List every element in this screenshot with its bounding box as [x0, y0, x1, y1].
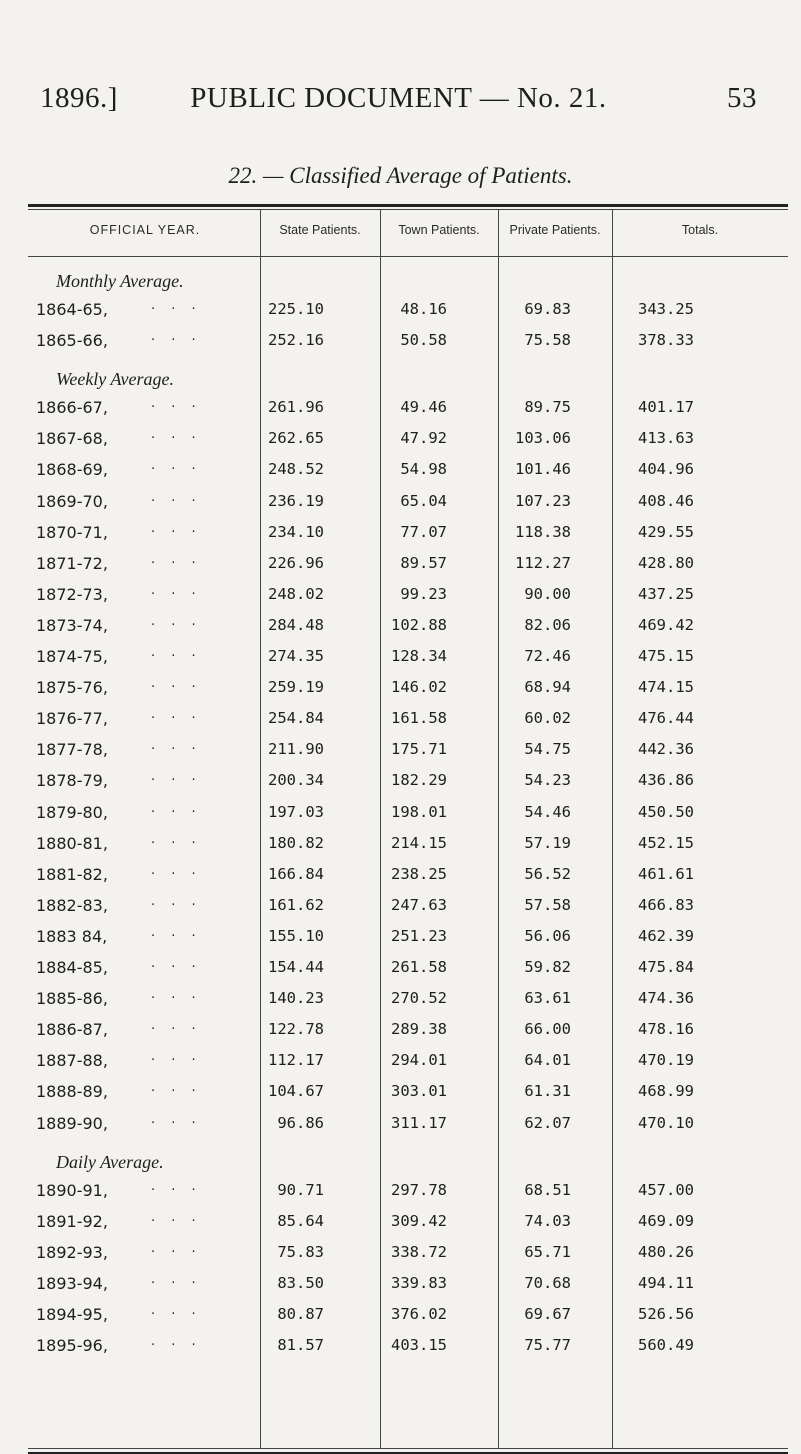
totals-cell: 401.17 [638, 398, 694, 417]
town-patients-cell: 339.83 [391, 1273, 447, 1292]
year-cell: 1887-88, [36, 1051, 108, 1071]
totals-cell: 436.86 [638, 771, 694, 790]
town-patients-cell: 376.02 [391, 1305, 447, 1323]
year-cell: 1894-95, [36, 1305, 108, 1324]
state-patients-cell: 90.71 [277, 1180, 324, 1199]
totals-cell: 408.46 [638, 491, 694, 510]
private-patients-cell: 59.82 [524, 958, 571, 976]
state-patients-cell: 96.86 [277, 1113, 324, 1132]
year-cell: 1882-83, [36, 895, 108, 915]
leader-dots: . . . [151, 924, 202, 940]
table-row [36, 1051, 776, 1081]
leader-dots: . . . [151, 1240, 202, 1256]
leader-dots: . . . [151, 645, 202, 660]
state-patients-cell: 112.17 [268, 1051, 324, 1070]
table-row [36, 1240, 776, 1273]
table-title: 22. — Classified Average of Patients. [228, 163, 573, 188]
table-row [36, 551, 776, 584]
table-row [36, 1209, 776, 1242]
table-row [36, 647, 776, 677]
col-header-state: State Patients. [279, 223, 361, 237]
town-patients-cell: 182.29 [391, 771, 447, 790]
state-patients-cell: 154.44 [268, 958, 324, 976]
totals-cell: 475.84 [638, 958, 694, 976]
state-patients-cell: 236.19 [268, 491, 324, 510]
state-patients-cell: 248.52 [268, 460, 324, 479]
col-header-totals: Totals. [681, 223, 719, 237]
header-year: 1896.] [40, 82, 118, 114]
totals-cell: 457.00 [638, 1180, 694, 1199]
state-patients-cell: 166.84 [268, 864, 324, 883]
table-top-rule-inner [28, 209, 788, 210]
totals-cell: 442.36 [638, 740, 694, 759]
leader-dots: . . . [151, 831, 202, 847]
totals-cell: 462.39 [638, 926, 694, 945]
state-patients-cell: 211.90 [268, 740, 324, 759]
year-cell: 1893-94, [36, 1273, 108, 1293]
year-cell: 1871-72, [36, 553, 108, 573]
leader-dots: . . . [151, 520, 202, 536]
col-header-official-year: OFFICIAL YEAR. [89, 223, 201, 237]
leader-dots: . . . [151, 676, 202, 692]
leader-dots: . . . [151, 1111, 202, 1127]
leader-dots: . . . [151, 893, 202, 909]
header-title: PUBLIC DOCUMENT — No. 21. [190, 82, 607, 114]
private-patients-cell: 90.00 [524, 584, 571, 603]
totals-cell: 475.15 [638, 647, 694, 665]
totals-cell: 466.83 [638, 895, 694, 914]
state-patients-cell: 254.84 [268, 709, 324, 728]
totals-cell: 469.42 [638, 615, 694, 634]
col-header-private: Private Patients. [509, 223, 601, 237]
leader-dots: . . . [151, 551, 202, 567]
totals-cell: 494.11 [638, 1273, 694, 1292]
state-patients-cell: 274.35 [268, 647, 324, 665]
private-patients-cell: 89.75 [524, 398, 571, 417]
table-row [36, 429, 776, 459]
private-patients-cell: 112.27 [515, 553, 571, 572]
totals-cell: 470.19 [638, 1051, 694, 1070]
totals-cell: 378.33 [638, 331, 694, 350]
private-patients-cell: 66.00 [524, 1020, 571, 1039]
year-cell: 1890-91, [36, 1180, 108, 1200]
totals-cell: 478.16 [638, 1020, 694, 1039]
private-patients-cell: 57.19 [524, 833, 571, 852]
totals-cell: 450.50 [638, 802, 694, 821]
state-patients-cell: 261.96 [268, 398, 324, 417]
leader-dots: . . . [151, 738, 202, 754]
town-patients-cell: 270.52 [391, 989, 447, 1008]
table-row [36, 989, 776, 1019]
town-patients-cell: 50.58 [400, 331, 447, 350]
col-header-town: Town Patients. [398, 223, 480, 237]
town-patients-cell: 47.92 [400, 429, 447, 448]
private-patients-cell: 118.38 [515, 522, 571, 541]
leader-dots: . . . [151, 613, 202, 629]
table-row [36, 1178, 776, 1211]
totals-cell: 474.36 [638, 989, 694, 1008]
leader-dots: . . . [151, 396, 202, 412]
table-row [36, 893, 776, 926]
year-cell: 1895-96, [36, 1336, 108, 1356]
table-row [36, 1082, 776, 1112]
state-patients-cell: 81.57 [277, 1336, 324, 1355]
year-cell: 1891-92, [36, 1211, 108, 1231]
table-row [36, 613, 776, 646]
private-patients-cell: 60.02 [524, 709, 571, 728]
private-patients-cell: 54.75 [524, 740, 571, 759]
state-patients-cell: 262.65 [268, 429, 324, 448]
town-patients-cell: 251.23 [391, 926, 447, 945]
state-patients-cell: 284.48 [268, 615, 324, 634]
private-patients-cell: 74.03 [524, 1211, 571, 1230]
table-row [36, 489, 776, 522]
state-patients-cell: 200.34 [268, 771, 324, 790]
totals-cell: 413.63 [638, 429, 694, 448]
leader-dots: . . . [151, 800, 202, 816]
private-patients-cell: 69.67 [524, 1305, 571, 1323]
year-cell: 1866-67, [36, 398, 108, 418]
state-patients-cell: 226.96 [268, 553, 324, 572]
table-row [36, 398, 776, 428]
table-row [36, 582, 776, 615]
table-row [36, 800, 776, 833]
private-patients-cell: 68.94 [524, 678, 571, 697]
section-label: Weekly Average. [56, 369, 174, 390]
table-row [36, 740, 776, 770]
leader-dots: . . . [151, 1334, 202, 1350]
town-patients-cell: 175.71 [391, 740, 447, 759]
leader-dots: . . . [151, 298, 202, 313]
year-cell: 1867-68, [36, 429, 108, 449]
leader-dots: . . . [151, 707, 202, 723]
state-patients-cell: 225.10 [268, 300, 324, 318]
totals-cell: 476.44 [638, 709, 694, 728]
year-cell: 1880-81, [36, 833, 108, 853]
year-cell: 1876-77, [36, 709, 108, 729]
state-patients-cell: 155.10 [268, 926, 324, 945]
leader-dots: . . . [151, 329, 202, 345]
year-cell: 1877-78, [36, 740, 108, 760]
town-patients-cell: 89.57 [400, 553, 447, 572]
table-row [36, 1305, 776, 1335]
year-cell: 1879-80, [36, 802, 108, 822]
town-patients-cell: 49.46 [400, 398, 447, 417]
year-cell: 1873-74, [36, 615, 108, 635]
state-patients-cell: 259.19 [268, 678, 324, 697]
leader-dots: . . . [151, 427, 202, 443]
leader-dots: . . . [151, 1271, 202, 1287]
year-cell: 1888-89, [36, 1082, 108, 1102]
state-patients-cell: 122.78 [268, 1020, 324, 1039]
table-row [36, 678, 776, 708]
town-patients-cell: 289.38 [391, 1020, 447, 1039]
totals-cell: 468.99 [638, 1082, 694, 1101]
town-patients-cell: 403.15 [391, 1336, 447, 1355]
year-cell: 1889-90, [36, 1113, 108, 1133]
private-patients-cell: 65.71 [524, 1242, 571, 1261]
state-patients-cell: 104.67 [268, 1082, 324, 1101]
private-patients-cell: 57.58 [524, 895, 571, 914]
year-cell: 1868-69, [36, 460, 108, 480]
leader-dots: . . . [151, 1080, 202, 1096]
leader-dots: . . . [151, 862, 202, 878]
year-cell: 1878-79, [36, 771, 108, 791]
table-row [36, 520, 776, 553]
leader-dots: . . . [151, 489, 202, 505]
table-row [36, 1111, 776, 1144]
private-patients-cell: 63.61 [524, 989, 571, 1008]
table-row [36, 331, 776, 361]
private-patients-cell: 69.83 [524, 300, 571, 318]
town-patients-cell: 161.58 [391, 709, 447, 728]
table-row [36, 709, 776, 739]
state-patients-cell: 161.62 [268, 895, 324, 914]
totals-cell: 560.49 [638, 1336, 694, 1355]
section-label: Daily Average. [56, 1151, 164, 1172]
town-patients-cell: 65.04 [400, 491, 447, 510]
leader-dots: . . . [151, 987, 202, 1003]
year-cell: 1872-73, [36, 584, 108, 604]
private-patients-cell: 72.46 [524, 647, 571, 665]
totals-cell: 480.26 [638, 1242, 694, 1261]
private-patients-cell: 62.07 [524, 1113, 571, 1132]
totals-cell: 437.25 [638, 584, 694, 603]
year-cell: 1892-93, [36, 1242, 108, 1262]
table-row [36, 831, 776, 864]
year-cell: 1869-70, [36, 491, 108, 511]
private-patients-cell: 54.46 [524, 802, 571, 821]
table-row [36, 924, 776, 957]
year-cell: 1865-66, [36, 331, 108, 351]
totals-cell: 428.80 [638, 553, 694, 572]
private-patients-cell: 75.77 [524, 1336, 571, 1355]
totals-cell: 461.61 [638, 864, 694, 883]
totals-cell: 470.10 [638, 1113, 694, 1132]
year-cell: 1883 84, [36, 926, 108, 946]
table-row [36, 1271, 776, 1304]
town-patients-cell: 297.78 [391, 1180, 447, 1199]
leader-dots: . . . [151, 769, 202, 785]
year-cell: 1881-82, [36, 864, 108, 884]
state-patients-cell: 180.82 [268, 833, 324, 852]
town-patients-cell: 99.23 [400, 584, 447, 603]
year-cell: 1886-87, [36, 1020, 108, 1040]
town-patients-cell: 294.01 [391, 1051, 447, 1070]
private-patients-cell: 56.52 [524, 864, 571, 883]
header-bottom-rule [28, 256, 788, 257]
state-patients-cell: 80.87 [277, 1305, 324, 1323]
section-label: Monthly Average. [56, 271, 184, 291]
leader-dots: . . . [151, 1178, 202, 1194]
year-cell: 1884-85, [36, 958, 108, 977]
leader-dots: . . . [151, 1049, 202, 1065]
year-cell: 1870-71, [36, 522, 108, 542]
town-patients-cell: 48.16 [400, 300, 447, 318]
state-patients-cell: 75.83 [277, 1242, 324, 1261]
private-patients-cell: 101.46 [515, 460, 571, 479]
totals-cell: 474.15 [638, 678, 694, 697]
town-patients-cell: 238.25 [391, 864, 447, 883]
town-patients-cell: 102.88 [391, 615, 447, 634]
private-patients-cell: 68.51 [524, 1180, 571, 1199]
leader-dots: . . . [151, 1018, 202, 1034]
leader-dots: . . . [151, 582, 202, 598]
running-head [40, 82, 757, 115]
private-patients-cell: 107.23 [515, 491, 571, 510]
leader-dots: . . . [151, 1209, 202, 1225]
private-patients-cell: 56.06 [524, 926, 571, 945]
private-patients-cell: 75.58 [524, 331, 571, 350]
leader-dots: . . . [151, 1303, 202, 1318]
table-row [36, 771, 776, 801]
private-patients-cell: 64.01 [524, 1051, 571, 1070]
leader-dots: . . . [151, 956, 202, 971]
private-patients-cell: 82.06 [524, 615, 571, 634]
state-patients-cell: 83.50 [277, 1273, 324, 1292]
table-row [36, 862, 776, 895]
table-row [36, 300, 776, 330]
totals-cell: 404.96 [638, 460, 694, 479]
table-bottom-rule [28, 1448, 788, 1449]
totals-cell: 343.25 [638, 300, 694, 318]
state-patients-cell: 140.23 [268, 989, 324, 1008]
town-patients-cell: 247.63 [391, 895, 447, 914]
state-patients-cell: 85.64 [277, 1211, 324, 1230]
town-patients-cell: 261.58 [391, 958, 447, 976]
town-patients-cell: 214.15 [391, 833, 447, 852]
year-cell: 1885-86, [36, 989, 108, 1009]
private-patients-cell: 61.31 [524, 1082, 571, 1101]
town-patients-cell: 309.42 [391, 1211, 447, 1230]
state-patients-cell: 197.03 [268, 802, 324, 821]
year-cell: 1874-75, [36, 647, 108, 666]
state-patients-cell: 252.16 [268, 331, 324, 350]
town-patients-cell: 77.07 [400, 522, 447, 541]
town-patients-cell: 54.98 [400, 460, 447, 479]
totals-cell: 526.56 [638, 1305, 694, 1323]
town-patients-cell: 128.34 [391, 647, 447, 665]
private-patients-cell: 54.23 [524, 771, 571, 790]
town-patients-cell: 198.01 [391, 802, 447, 821]
year-cell: 1875-76, [36, 678, 108, 698]
private-patients-cell: 103.06 [515, 429, 571, 448]
table-row [36, 1020, 776, 1050]
table-row [36, 1336, 776, 1366]
town-patients-cell: 146.02 [391, 678, 447, 697]
state-patients-cell: 248.02 [268, 584, 324, 603]
private-patients-cell: 70.68 [524, 1273, 571, 1292]
town-patients-cell: 311.17 [391, 1113, 447, 1132]
table-top-rule [28, 204, 788, 207]
totals-cell: 469.09 [638, 1211, 694, 1230]
table-row [36, 460, 776, 490]
totals-cell: 452.15 [638, 833, 694, 852]
state-patients-cell: 234.10 [268, 522, 324, 541]
year-cell: 1864-65, [36, 300, 108, 319]
totals-cell: 429.55 [638, 522, 694, 541]
table-row [36, 958, 776, 988]
page-number: 53 [727, 82, 757, 114]
town-patients-cell: 303.01 [391, 1082, 447, 1101]
town-patients-cell: 338.72 [391, 1242, 447, 1261]
leader-dots: . . . [151, 458, 202, 474]
